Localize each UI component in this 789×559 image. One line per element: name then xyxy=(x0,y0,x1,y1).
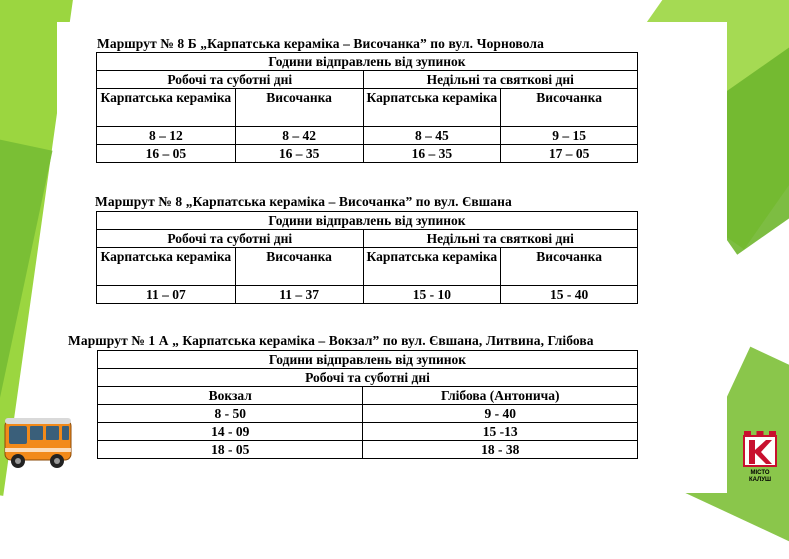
logo-caption: КАЛУШ xyxy=(748,477,772,482)
time-cell: 18 - 38 xyxy=(363,441,638,459)
time-cell: 16 – 05 xyxy=(97,145,236,163)
table-row xyxy=(97,127,638,145)
time-cell: 15 -13 xyxy=(363,423,638,441)
weekday-header: Робочі та суботні дні xyxy=(98,369,638,387)
route-title: Маршрут № 1 А „ Карпатська кераміка – Вокзал” по вул. Євшана, Литвина, Глібова xyxy=(68,333,594,348)
column-header: Височанка xyxy=(235,89,363,127)
route-title: Маршрут № 8 Б „Карпатська кераміка – Височанка” по вул. Чорновола xyxy=(97,36,544,51)
weekday-header: Робочі та суботні дні xyxy=(97,230,364,248)
timetable xyxy=(96,52,638,163)
column-header: Карпатська кераміка xyxy=(97,248,236,286)
column-header: Глібова (Антонича) xyxy=(363,387,638,405)
table-row xyxy=(98,405,638,423)
table-row xyxy=(97,286,638,304)
column-header: Карпатська кераміка xyxy=(363,89,501,127)
timetable xyxy=(97,350,638,459)
time-cell: 8 – 45 xyxy=(363,127,501,145)
time-cell: 11 – 37 xyxy=(235,286,363,304)
time-cell: 8 – 12 xyxy=(97,127,236,145)
time-cell: 16 – 35 xyxy=(235,145,363,163)
time-cell: 9 - 40 xyxy=(363,405,638,423)
table-header: Години відправлень від зупинок xyxy=(97,53,638,71)
time-cell: 18 - 05 xyxy=(98,441,363,459)
time-cell: 9 – 15 xyxy=(501,127,638,145)
time-cell: 15 - 10 xyxy=(363,286,501,304)
time-cell: 17 – 05 xyxy=(501,145,638,163)
time-cell: 16 – 35 xyxy=(363,145,501,163)
table-row xyxy=(98,441,638,459)
time-cell: 11 – 07 xyxy=(97,286,236,304)
column-header: Височанка xyxy=(235,248,363,286)
bus-icon xyxy=(2,412,76,472)
logo-caption: МІСТО xyxy=(750,470,770,476)
time-cell: 8 - 50 xyxy=(98,405,363,423)
table-header: Години відправлень від зупинок xyxy=(97,212,638,230)
column-header: Карпатська кераміка xyxy=(97,89,236,127)
city-logo xyxy=(743,431,777,482)
table-row xyxy=(97,145,638,163)
table-row xyxy=(98,423,638,441)
column-header: Карпатська кераміка xyxy=(363,248,501,286)
holiday-header: Недільні та святкові дні xyxy=(363,71,638,89)
timetable xyxy=(96,211,638,304)
route-title: Маршрут № 8 „Карпатська кераміка – Височанка” по вул. Євшана xyxy=(95,194,512,209)
column-header: Височанка xyxy=(501,248,638,286)
table-header: Години відправлень від зупинок xyxy=(98,351,638,369)
time-cell: 8 – 42 xyxy=(235,127,363,145)
time-cell: 14 - 09 xyxy=(98,423,363,441)
column-header: Височанка xyxy=(501,89,638,127)
weekday-header: Робочі та суботні дні xyxy=(97,71,364,89)
holiday-header: Недільні та святкові дні xyxy=(363,230,638,248)
column-header: Вокзал xyxy=(98,387,363,405)
time-cell: 15 - 40 xyxy=(501,286,638,304)
